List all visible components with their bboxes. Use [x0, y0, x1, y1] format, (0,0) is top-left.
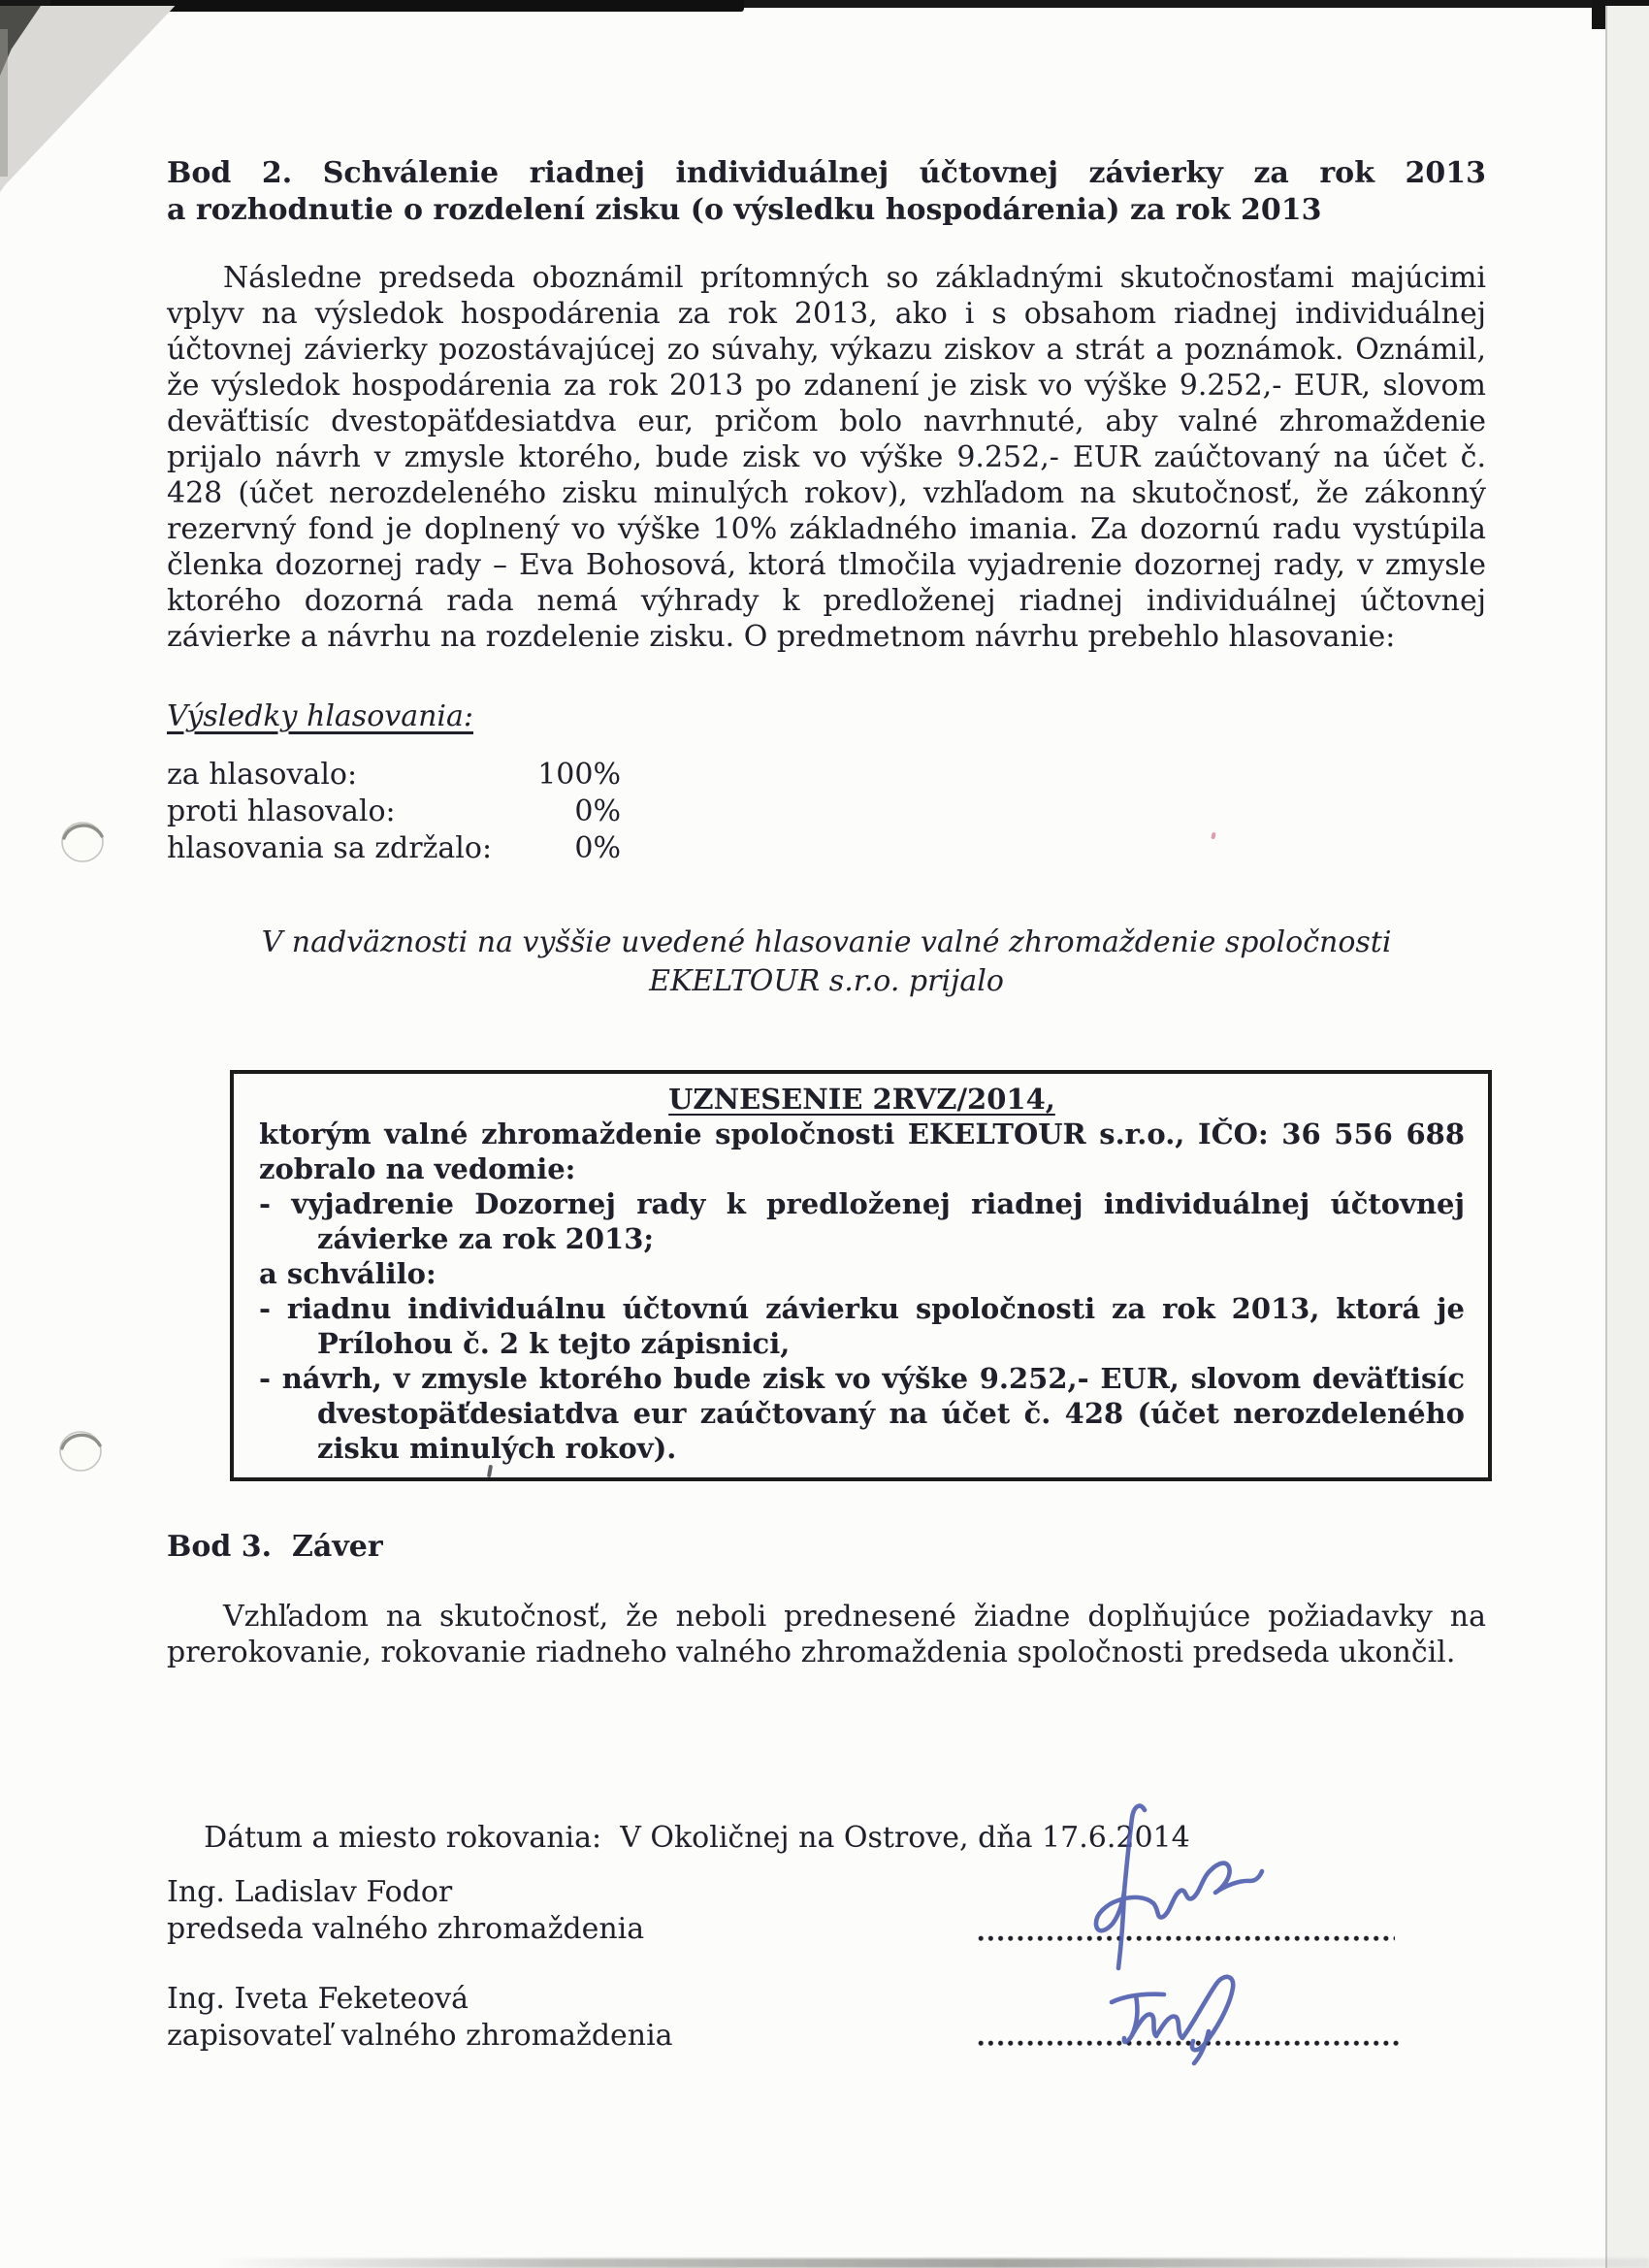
resolution-title: UZNESENIE 2RVZ/2014,: [668, 1083, 1055, 1116]
signatory2-name: Ing. Iveta Feketeová: [167, 1982, 469, 2016]
voting-row-against: [167, 794, 621, 830]
signatory2-role: zapisovateľ valného zhromaždenia: [167, 2019, 673, 2053]
transition-statement: [167, 923, 1486, 1001]
voting-row-value: 100%: [537, 758, 621, 792]
resolution-noted-label: zobralo na vedomie:: [259, 1152, 576, 1185]
resolution-noted-item: - vyjadrenie Dozornej rady k predloženej riadnej individuálnej účtovnej závierke za rok 2013;: [259, 1187, 1465, 1255]
transition-line1: V nadväznosti na vyššie uvedené hlasovanie valné zhromaždenie spoločnosti: [261, 925, 1392, 959]
scan-left-streak: [0, 29, 8, 177]
section3-paragraph: Vzhľadom na skutočnosť, že neboli prednesené žiadne doplňujúce požiadavky na prerokovanie, rokovanie riadneho valného zhromaždenia spoločnosti predseda ukončil.: [167, 1600, 1486, 1669]
transition-line2: EKELTOUR s.r.o. prijalo: [649, 964, 1004, 998]
voting-results-heading: Výsledky hlasovania:: [167, 699, 474, 733]
signature-line-2: [978, 2040, 1399, 2047]
voting-row-value: 0%: [574, 794, 621, 828]
voting-row-for: [167, 757, 621, 794]
scan-speck: [1211, 832, 1216, 840]
voting-row-label: proti hlasovalo:: [167, 794, 396, 828]
section2-heading: [167, 155, 1486, 229]
voting-results-table: [167, 757, 621, 867]
signature-line-1: [978, 1935, 1395, 1942]
meeting-date-label: Dátum a miesto rokovania:: [204, 1821, 602, 1855]
signature-ink-feketeova: [1112, 1977, 1233, 2063]
signatory1-name: Ing. Ladislav Fodor: [167, 1875, 453, 1909]
scan-bottom-smear: [213, 2258, 1649, 2268]
signatory1-role: predseda valného zhromaždenia: [167, 1912, 645, 1946]
scan-corner-fold: [0, 6, 180, 192]
resolution-approved-label: a schválilo:: [259, 1257, 436, 1290]
voting-row-label: za hlasovalo:: [167, 758, 358, 792]
voting-row-value: 0%: [574, 831, 621, 865]
punch-hole-upper: [59, 819, 106, 863]
resolution-intro: ktorým valné zhromaždenie spoločnosti EKELTOUR s.r.o., IČO: 36 556 688: [259, 1118, 1465, 1150]
voting-row-label: hlasovania sa zdržalo:: [167, 831, 493, 865]
resolution-box: [230, 1070, 1492, 1481]
punch-hole-lower: [57, 1428, 104, 1473]
resolution-approved-item-1: - riadnu individuálnu účtovnú závierku spoločnosti za rok 2013, ktorá je Prílohou č. 2 k tejto zápisnici,: [259, 1292, 1465, 1360]
meeting-date-value: V Okoličnej na Ostrove, dňa 17.6.2014: [620, 1821, 1190, 1855]
section2-paragraph: Následne predseda oboznámil prítomných so základnými skutočnosťami majúcimi vplyv na výsledok hospodárenia za rok 2013, ako i s obsahom riadnej individuálnej účtovnej závierky pozostávajúcej zo súvahy, výkazu ziskov a strát a poznámok. Oznámil, že výsledok hospodárenia za rok 2013 po zdanení je zisk vo výške 9.252,- EUR, slovom deväťtisíc dvestopäťdesiatdva eur, pričom bolo navrhnuté, aby valné zhromaždenie prijalo návrh v zmysle ktorého, bude zisk vo výške 9.252,- EUR zaúčtovaný na účet č. 428 (účet nerozdeleného zisku minulých rokov), vzhľadom na skutočnosť, že zákonný rezervný fond je doplnený vo výške 10% základného imania. Za dozornú radu vystúpila členka dozornej rady – Eva Bohosová, ktorá tlmočila vyjadrenie dozornej rady, v zmysle ktorého dozorná rada nemá výhrady k predloženej riadnej individuálnej účtovnej závierke a návrhu na rozdelenie zisku. O predmetnom návrhu prebehlo hlasovanie:: [167, 261, 1486, 654]
scan-right-edge-strip: [1605, 6, 1649, 2268]
section2-heading-line2: a rozhodnutie o rozdelení zisku (o výsledku hospodárenia) za rok 2013: [167, 193, 1322, 227]
voting-row-abstained: [167, 830, 621, 867]
resolution-approved-item-2: - návrh, v zmysle ktorého bude zisk vo výške 9.252,- EUR, slovom deväťtisíc dvestopäťdesiatdva eur zaúčtovaný na účet č. 428 (účet nerozdeleného zisku minulých rokov).: [259, 1362, 1465, 1465]
section3-heading: Bod 3. Záver: [167, 1530, 383, 1564]
section2-heading-line1: Bod 2. Schválenie riadnej individuálnej účtovnej závierky za rok 2013: [167, 156, 1486, 190]
